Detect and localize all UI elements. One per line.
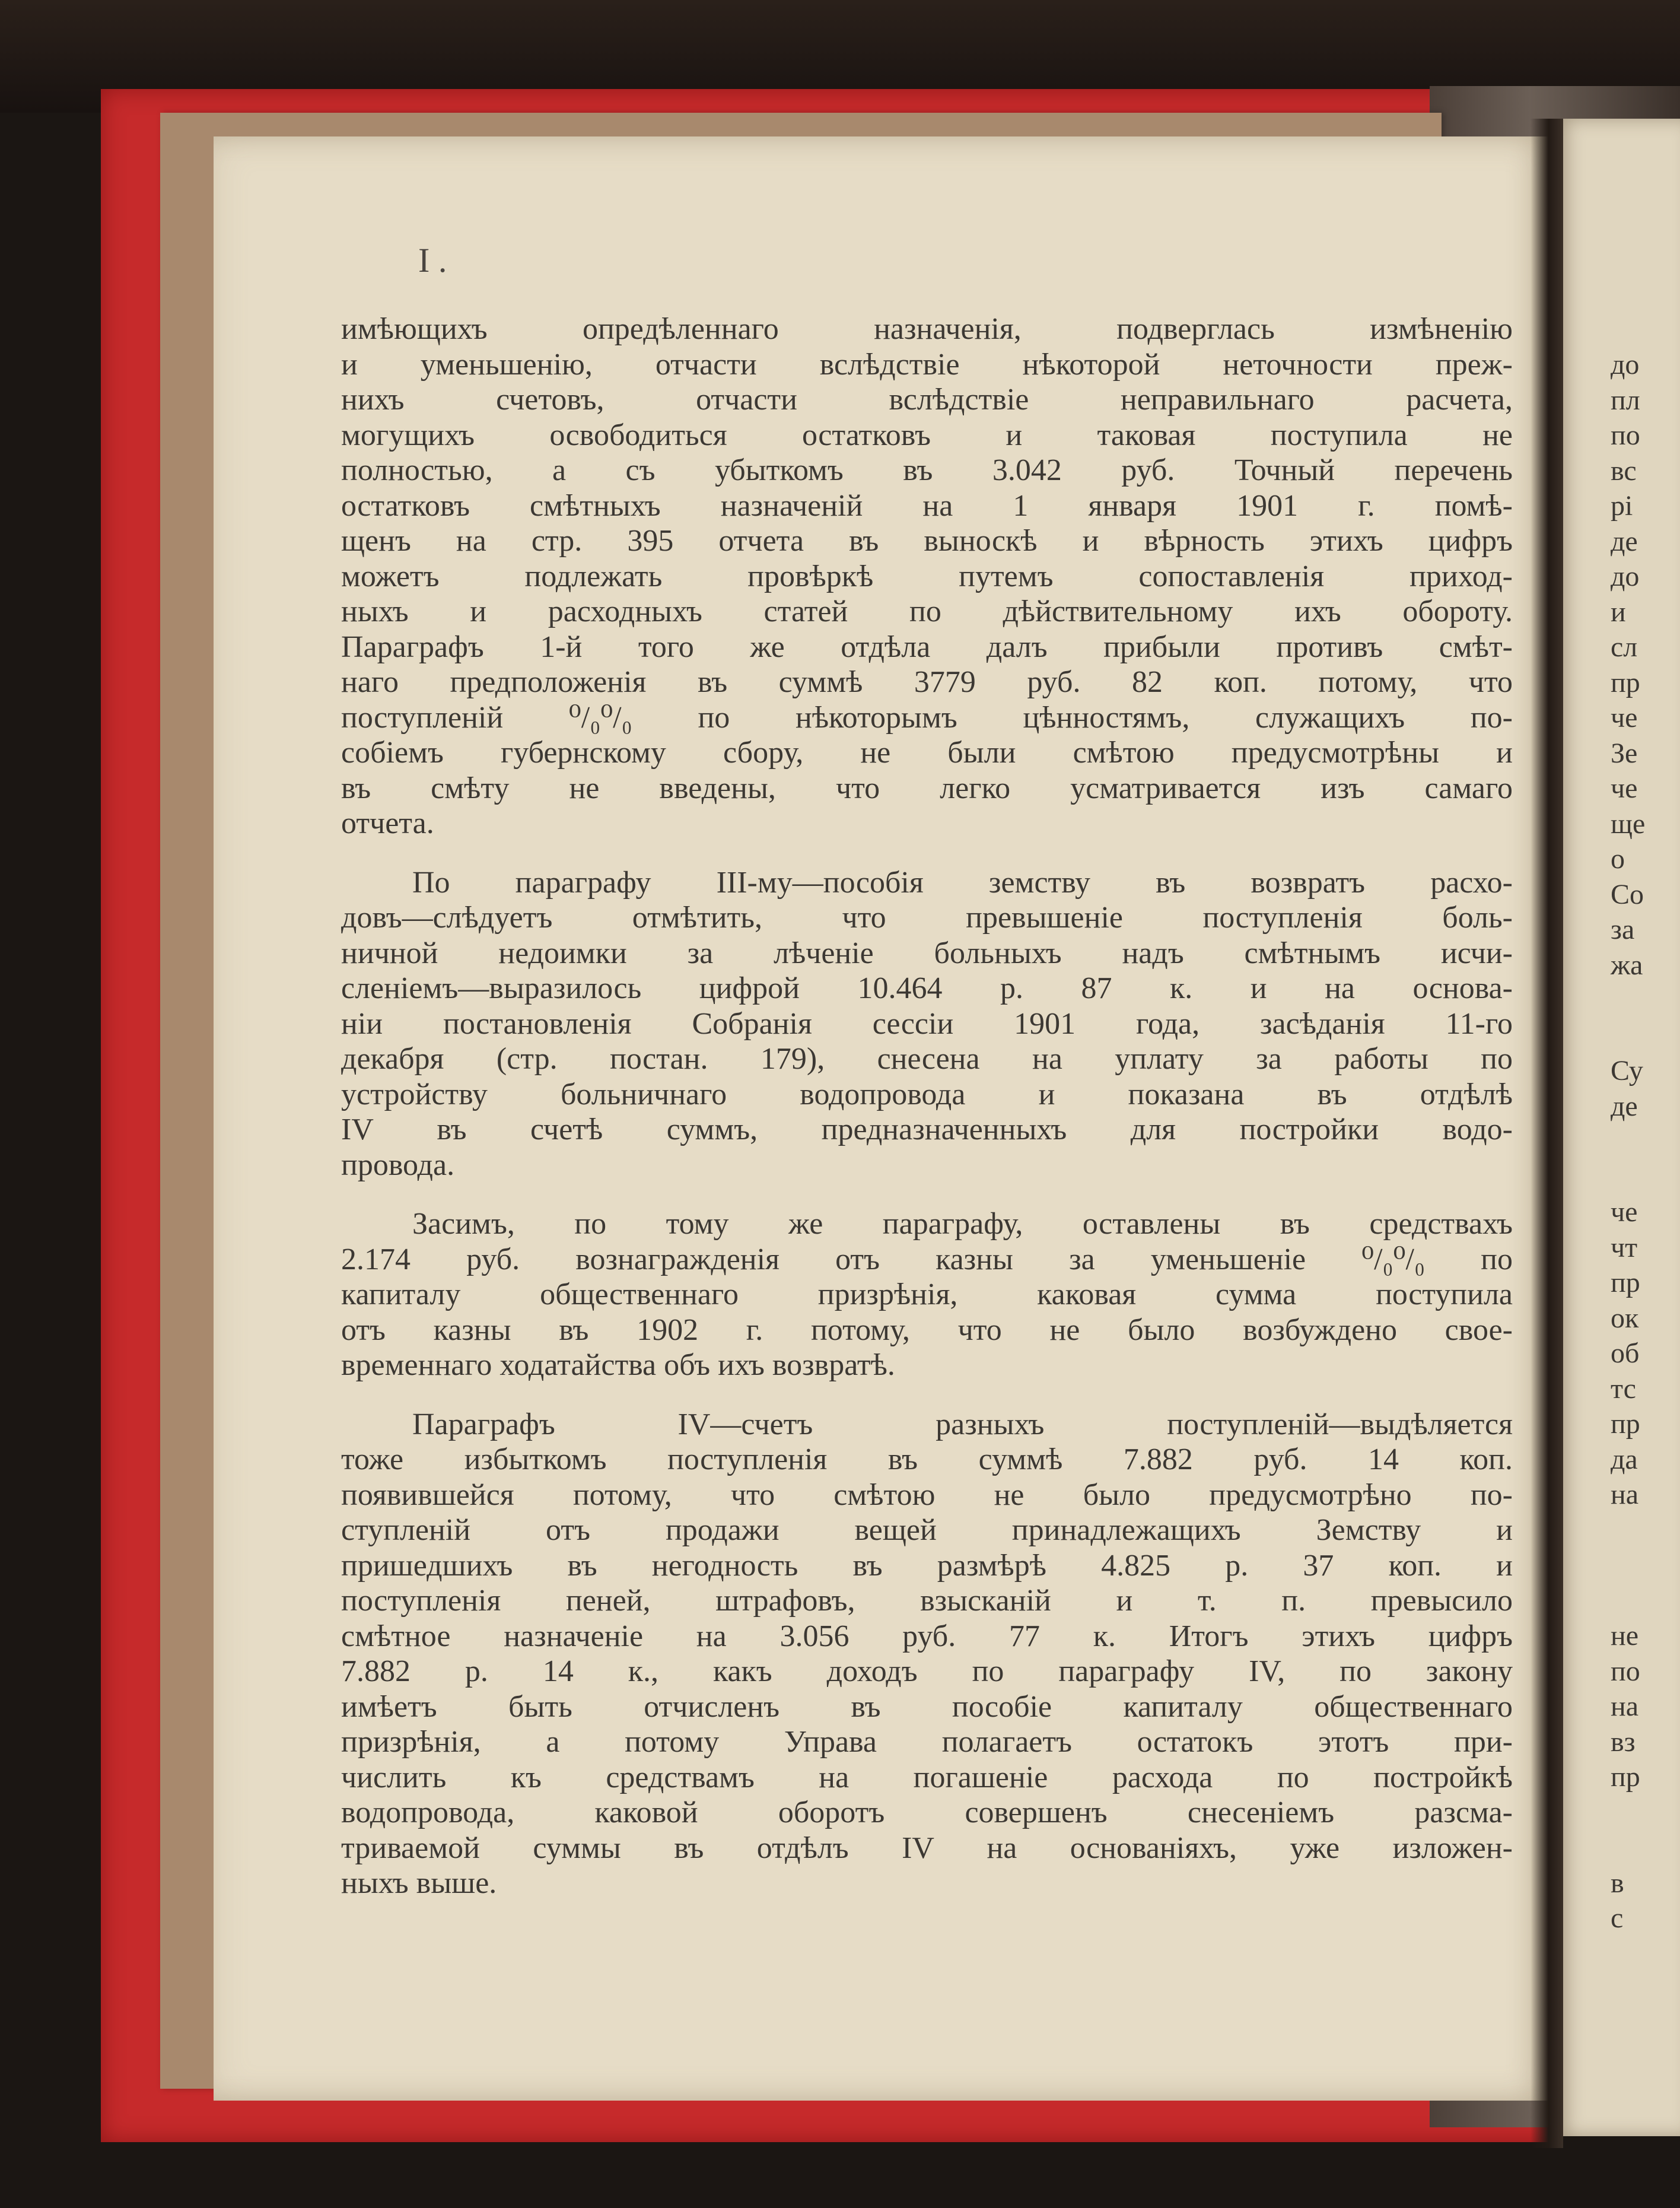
text-line: временнаго ходатайства объ ихъ возвратѣ. [341,1348,895,1382]
facing-page-fragment: пр [1611,666,1640,698]
paragraph [341,312,1513,841]
facing-page-fragment [1611,1018,1645,1054]
text-line: ничной недоимки за лѣченіе больныхъ надъ смѣтнымъ исчи- [341,936,1513,970]
text-line: Параграфъ 1-й того же отдѣла далъ прибыли противъ смѣт- [341,630,1513,664]
facing-page-fragment: с [1611,1902,1624,1934]
facing-page-fragment: на [1611,1691,1638,1722]
text-line: Засимъ, по тому же параграфу, оставлены въ средствахъ [412,1207,1513,1241]
text-line: можетъ подлежать провѣркѣ путемъ сопоставленія приход- [341,559,1513,593]
text-line: ступленій отъ продажи вещей принадлежащихъ Земству и [341,1513,1513,1547]
facing-page-fragment: жа [1611,949,1643,981]
text-line: нихъ счетовъ, отчасти вслѣдствіе неправильнаго расчета, [341,383,1513,417]
text-line: Параграфъ IV—счетъ разныхъ поступленій—выдѣляется [412,1407,1513,1441]
text-line: поступленія пеней, штрафовъ, взысканій и т. п. превысило [341,1584,1513,1618]
text-line: щенъ на стр. 395 отчета въ выноскѣ и вѣрность этихъ цифръ [341,524,1513,558]
facing-page-fragment: че [1611,702,1638,733]
facing-page-fragment: че [1611,1196,1638,1228]
text-line: капиталу общественнаго призрѣнія, каковая сумма поступила [341,1278,1513,1311]
text-line: остатковъ смѣтныхъ назначеній на 1 января 1901 г. помѣ- [341,488,1513,523]
text-line: провода. [341,1148,455,1182]
facing-page-fragment: до [1611,349,1640,380]
text-line: полностью, а съ убыткомъ въ 3.042 руб. Точный перечень [341,453,1513,487]
facing-page-fragment: пр [1611,1408,1640,1440]
facing-page-fragment: Су [1611,1055,1643,1086]
facing-page-fragment: по [1611,1655,1640,1687]
text-line: могущихъ освободиться остатковъ и таковая поступила не [341,418,1513,452]
paragraph [341,1407,1513,1901]
facing-page-fragment: пр [1611,1267,1640,1298]
facing-page-fragment: до [1611,561,1640,592]
text-line: наго предположенія въ суммѣ 3779 руб. 82 коп. потому, что [341,665,1513,699]
facing-page-fragment: пр [1611,1761,1640,1793]
text-line: собіемъ губернскому сбору, не были смѣтою предусмотрѣны и [341,736,1513,770]
text-line: въ смѣту не введены, что легко усматривается изъ самаго [341,771,1513,805]
page-marker: I . [418,241,447,279]
facing-page-fragment: де [1611,1090,1638,1122]
facing-page-fragment: рі [1611,490,1633,522]
facing-page-fragment: вз [1611,1726,1636,1758]
facing-page-fragment: ок [1611,1302,1639,1334]
facing-page-fragment: об [1611,1337,1640,1369]
facing-page-fragment: Зе [1611,737,1638,769]
facing-page-fragment [1611,1583,1645,1619]
facing-page-fragment: пл [1611,384,1640,416]
paragraph-gap [341,841,1513,865]
text-line: имѣетъ быть отчисленъ въ пособіе капиталу общественнаго [341,1689,1513,1724]
facing-page-fragment: да [1611,1443,1638,1475]
text-line: пришедшихъ въ негодность въ размѣрѣ 4.825 р. 37 коп. и [341,1548,1513,1583]
facing-page-fragment [1611,1548,1645,1583]
facing-page-fragment [1611,983,1645,1018]
paragraph [341,1206,1513,1383]
facing-page-fragment: и [1611,596,1626,628]
text-line: числить къ средствамъ на погашеніе расхода по постройкѣ [341,1760,1513,1794]
text-line: По параграфу III-му—пособія земству въ возвратъ расхо- [412,865,1513,900]
text-line: триваемой суммы въ отдѣлъ IV на основаніяхъ, уже изложен- [341,1831,1513,1865]
text-line: имѣющихъ опредѣленнаго назначенія, подверглась измѣненію [341,312,1513,346]
facing-page-fragment: че [1611,773,1638,804]
facing-page-fragment [1611,1124,1645,1159]
text-line: 2.174 руб. вознагражденія отъ казны за уменьшеніе ⁰/₀⁰/₀ по [341,1242,1513,1276]
facing-page-fragment: сл [1611,631,1638,663]
text-line: призрѣнія, а потому Управа полагаетъ остатокъ этотъ при- [341,1725,1513,1759]
text-line: поступленій ⁰/₀⁰/₀ по нѣкоторымъ цѣнностямъ, служащихъ по- [341,700,1513,735]
book-gutter [1531,119,1563,2148]
text-line: ніи постановленія Собранія сессіи 1901 года, засѣданія 11-го [341,1006,1513,1041]
paragraph-gap [341,1183,1513,1206]
text-line: и уменьшенію, отчасти вслѣдствіе нѣкоторой неточности преж- [341,347,1513,382]
facing-page-fragment: за [1611,914,1635,945]
text-line: устройству больничнаго водопровода и показана въ отдѣлѣ [341,1077,1513,1111]
text-line: ныхъ выше. [341,1866,497,1900]
facing-page-fragment [1611,1159,1645,1195]
text-line: тоже избыткомъ поступленія въ суммѣ 7.882 руб. 14 коп. [341,1443,1513,1476]
text-line: отчета. [341,806,434,840]
facing-page-fragment: о [1611,843,1625,875]
facing-page-fragment [1611,1795,1645,1831]
facing-page-fragment: на [1611,1479,1638,1510]
text-line: сленіемъ—выразилось цифрой 10.464 р. 87 к. и на основа- [341,971,1513,1005]
facing-page-fragment: тс [1611,1373,1636,1405]
facing-page-fragment: не [1611,1620,1638,1651]
text-line: водопровода, каковой оборотъ совершенъ снесеніемъ разсма- [341,1796,1513,1829]
facing-page-fragment: чт [1611,1231,1638,1263]
paragraph-gap [341,1383,1513,1407]
text-line: декабря (стр. постан. 179), снесена на уплату за работы по [341,1042,1513,1076]
facing-page-fragment: де [1611,525,1638,557]
text-line: ныхъ и расходныхъ статей по дѣйствительному ихъ обороту. [341,595,1513,628]
text-line: отъ казны въ 1902 г. потому, что не было возбуждено свое- [341,1313,1513,1347]
text-line: довъ—слѣдуетъ отмѣтить, что превышеніе поступленія боль- [341,901,1513,935]
facing-page-fragment [1611,1513,1645,1548]
facing-page-fragment: вс [1611,455,1637,487]
text-line: 7.882 р. 14 к., какъ доходъ по параграфу IV, по закону [341,1654,1513,1688]
text-line: IV въ счетѣ суммъ, предназначенныхъ для постройки водо- [341,1113,1513,1146]
facing-page-text [1611,347,1645,1936]
text-line: смѣтное назначеніе на 3.056 руб. 77 к. Итогъ этихъ цифръ [341,1619,1513,1653]
facing-page-fragment: в [1611,1867,1624,1899]
facing-page-fragment: Со [1611,878,1644,910]
facing-page-fragment [1611,1830,1645,1866]
text-line: появившейся потому, что смѣтою не было предусмотрѣно по- [341,1478,1513,1512]
facing-page-fragment: ще [1611,808,1646,840]
facing-page-fragment: по [1611,420,1640,451]
paragraph [341,865,1513,1183]
page-body-text [341,312,1513,1901]
